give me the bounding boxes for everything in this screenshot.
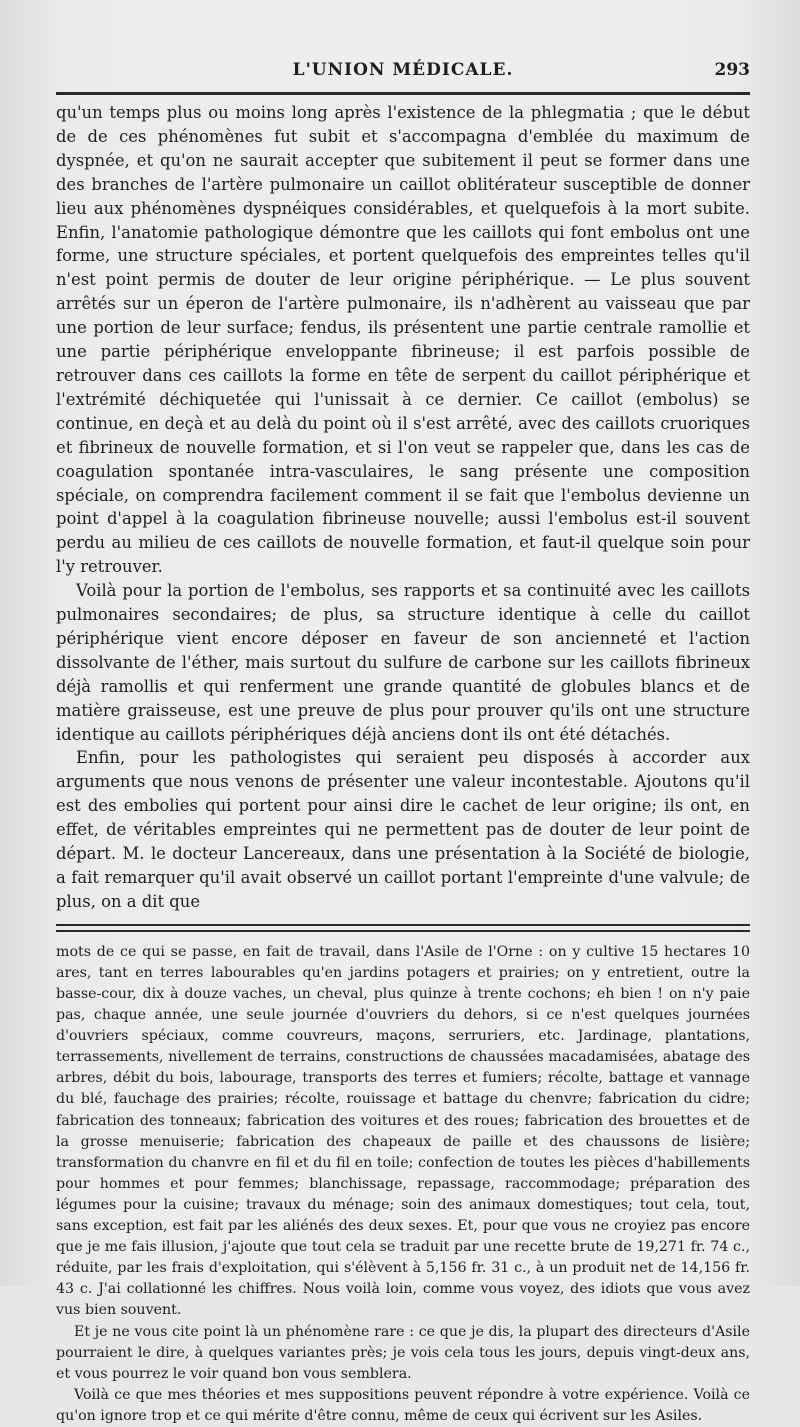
footnote-paragraph: mots de ce qui se passe, en fait de travail, dans l'Asile de l'Orne : on y cultive 15 hectares 10 ares, tant en terres labourables qu'en jardins potagers et prairies; on y entretient, outre la basse-cour, dix à douze vaches, un cheval, plus quinze à trente cochons; eh bien ! on n'y paie pas, chaque année, une seule journée d'ouvriers du dehors, si ce n'est quelques journées d'ouvriers spéciaux, comme couvreurs, maçons, serruriers, etc. Jardinage, plantations, terrassements, nivellement de terrains, constructions de chaussées macadamisées, abatage des arbres, débit du bois, labourage, transports des terres et fumiers; récolte, battage et vannage du blé, fauchage des prairies; récolte, rouissage et battage du chenvre; fabrication du cidre; fabrication des tonneaux; fabrication des voitures et des roues; fabrication des brouettes et de la grosse menuiserie; fabrication des chapeaux de paille et des chaussons de lisière; transformation du chanvre en fil et du fil en toile; confection de toutes les pièces d'habillements pour hommes et pour femmes; blanchissage, repassage, raccommodage; préparation des légumes pour la cuisine; travaux du ménage; soin des animaux domestiques; tout cela, tout, sans exception, est fait par les aliénés des deux sexes. Et, pour que vous ne croyiez pas encore que je me fais illusion, j'ajoute que tout cela se traduit par une recette brute de 19,271 fr. 74 c., réduite, par les frais d'exploitation, qui s'élèvent à 5,156 fr. 31 c., à un produit net de 14,156 fr. 43 c. J'ai collationné les chiffres. Nous voilà loin, comme vous voyez, des idiots que vous avez vus bien souvent. bbox=[56, 943, 750, 1319]
page-number: 293 bbox=[714, 60, 750, 80]
main-paragraph: Voilà pour la portion de l'embolus, ses rapports et sa continuité avec les caillots pulmonaires secondaires; de plus, sa structure identique à celle du caillot périphérique vient encore déposer en faveur de son ancienneté et l'action dissolvante de l'éther, mais surtout du sulfure de carbone sur les caillots fibrineux déjà ramollis et qui renferment une grande quantité de globules blancs et de matière graisseuse, est une preuve de plus pour prouver qu'ils ont une structure identique au caillots périphériques déjà anciens dont ils ont été détachés. bbox=[56, 581, 750, 744]
main-paragraph: Enfin, pour les pathologistes qui seraient peu disposés à accorder aux arguments que nous venons de présenter une valeur incontestable. Ajoutons qu'il est des embolies qui portent pour ainsi dire le cachet de leur origine; ils ont, en effet, de véritables empreintes qui ne permettent pas de douter de leur point de départ. M. le docteur Lancereaux, dans une présentation à la Société de biologie, a fait remarquer qu'il avait observé un caillot portant l'empreinte d'une valvule; de plus, on a dit que bbox=[56, 748, 750, 911]
footnote-separator bbox=[56, 924, 750, 932]
main-text bbox=[56, 95, 750, 914]
main-paragraph: qu'un temps plus ou moins long après l'existence de la phlegmatia ; que le début de de ces phénomènes fut subit et s'accompagna d'emblée du maximum de dyspnée, et qu'on ne saurait accepter que subitement il peut se former dans une des branches de l'artère pulmonaire un caillot oblitérateur susceptible de donner lieu aux phénomènes dyspnéiques considérables, et quelquefois à la mort subite. Enfin, l'anatomie pathologique démontre que les caillots qui font embolus ont une forme, une structure spéciales, et portent quelquefois des empreintes telles qu'il n'est point permis de douter de leur origine périphérique. — Le plus souvent arrêtés sur un éperon de l'artère pulmonaire, ils n'adhèrent au vaisseau que par une portion de leur surface; fendus, ils présentent une partie centrale ramollie et une partie périphérique enveloppante fibrineuse; il est parfois possible de retrouver dans ces caillots la forme en tête de serpent du caillot périphérique et l'extrémité déchiquetée qui l'unissait à ce dernier. Ce caillot (embolus) se continue, en deçà et au delà du point où il s'est arrêté, avec des caillots cruoriques et fibrineux de nouvelle formation, et si l'on veut se rappeler que, dans les cas de coagulation spontanée intra-vasculaires, le sang présente une composition spéciale, on comprendra facilement comment il se fait que l'embolus devienne un point d'appel à la coagulation fibrineuse nouvelle; aussi l'embolus est-il souvent perdu au milieu de ces caillots de nouvelle formation, et faut-il quelque soin pour l'y retrouver. bbox=[56, 103, 750, 577]
footnote-paragraph: Et je ne vous cite point là un phénomène rare : ce que je dis, la plupart des directeurs d'Asile pourraient le dire, à quelques variantes près; je vois cela tous les jours, depuis vingt-deux ans, et vous pourrez le voir quand bon vous semblera. bbox=[56, 1323, 750, 1382]
running-title: L'UNION MÉDICALE. bbox=[292, 60, 514, 80]
footnote-paragraph: Voilà ce que mes théories et mes suppositions peuvent répondre à votre expérience. Voilà ce qu'on ignore trop et ce qui mérite d'être connu, même de ceux qui écrivent sur les Asiles. bbox=[56, 1386, 750, 1424]
footnote bbox=[56, 942, 750, 1427]
page-header bbox=[56, 52, 750, 88]
